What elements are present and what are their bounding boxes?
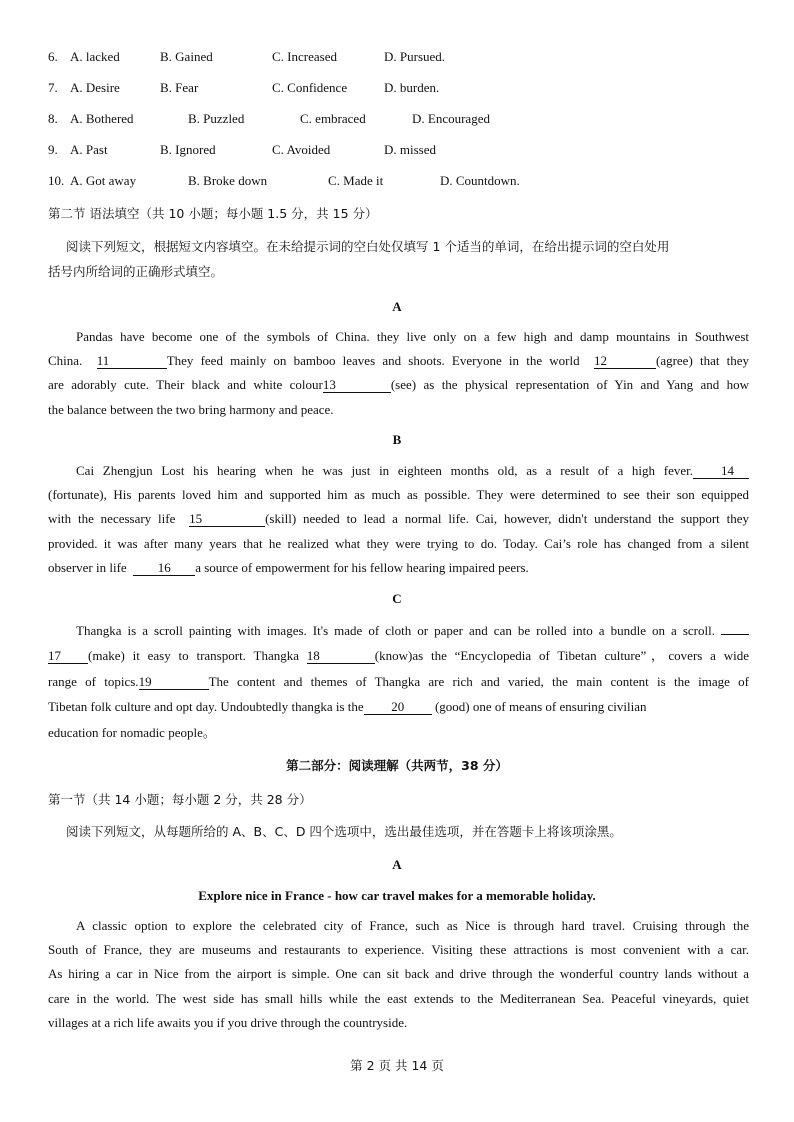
text: Thangka is a scroll painting with images. It's made of cloth or paper and can be rolled into a bundle on a scroll.	[76, 623, 715, 638]
option-a: A. Desire	[70, 80, 120, 95]
option-a: A. lacked	[70, 49, 120, 64]
passage-label: A	[392, 857, 402, 872]
text: a source of empowerment for his fellow hearing impaired peers.	[195, 559, 529, 575]
text: (skill) needed to lead a normal life. Cai, however, didn't understand the support they	[265, 511, 750, 527]
passage-line: the balance between the two bring harmony and peace.	[48, 401, 334, 417]
article-line: villages at a rich life awaits you if you drive through the countryside.	[48, 1014, 408, 1030]
article-title: Explore nice in France - how car travel makes for a memorable holiday.	[198, 888, 596, 903]
section-heading: 第二节 语法填空（共 10 小题；每小题 1.5 分，共 15 分）	[48, 206, 378, 221]
option-d: D. burden.	[384, 80, 440, 95]
question-number: 8.	[48, 111, 58, 126]
article-line: A classic option to explore the celebrated city of France, such as Nice is through hard travel. Cruising through the	[76, 918, 749, 933]
option-d: D. Pursued.	[384, 49, 446, 64]
text: (good) one of means of ensuring civilian	[434, 699, 647, 715]
question-number: 10.	[48, 173, 65, 188]
page-footer: 第 2 页 共 14 页	[350, 1058, 444, 1073]
article-body	[48, 914, 749, 1035]
option-c: C. Made it	[328, 173, 384, 188]
option-b: B. Puzzled	[188, 111, 245, 126]
section-instructions-cont: 括号内所给词的正确形式填空。	[48, 264, 224, 279]
article-line: As hiring a car in Nice from the airport is simple. One can sit back and drive through the wonderful country lands without a	[48, 966, 749, 982]
blank-17-start	[721, 634, 749, 635]
text: China.	[48, 353, 83, 369]
article-line: South of France, they are museums and restaurants to experience. Visiting these attractions is most convenient with a car.	[48, 942, 749, 958]
passage-line	[48, 643, 749, 668]
blank-18[interactable]: 18	[307, 649, 375, 664]
blank-15[interactable]: 15	[189, 512, 265, 527]
article-line: care in the world. The west side has small hills while the east extends to the Mediterranean Sea. Peaceful vineyards, quiet	[48, 990, 749, 1006]
passage-line: provided. it was after many years that he realized what they were trying to do. Today. Cai’s role has changed from a silent	[48, 535, 749, 551]
blank-20[interactable]: 20	[364, 700, 432, 715]
passage-line	[48, 349, 749, 373]
option-b: B. Ignored	[160, 142, 216, 157]
passage-a	[48, 325, 749, 422]
text: with the necessary life	[48, 511, 176, 527]
passage-c	[48, 618, 749, 745]
option-a: A. Got away	[70, 173, 137, 188]
option-c: C. Avoided	[272, 142, 331, 157]
passage-label: A	[392, 299, 402, 314]
option-d: D. missed	[384, 142, 436, 157]
option-b: B. Broke down	[188, 173, 268, 188]
section-instructions: 阅读下列短文，根据短文内容填空。在未给提示词的空白处仅填写 1 个适当的单词，在给出提示词的空白处用	[66, 239, 670, 254]
text: Tibetan folk culture and opt day. Undoubtedly thangka is the	[48, 699, 364, 715]
option-d: D. Countdown.	[440, 173, 520, 188]
text: (see) as the physical representation of Yin and Yang and how	[390, 377, 749, 393]
passage-b	[48, 459, 749, 580]
option-a: A. Past	[70, 142, 108, 157]
blank-12[interactable]: 12	[594, 354, 656, 369]
text: (know)as the “Encyclopedia of Tibetan culture”，covers a wide	[374, 648, 749, 664]
blank-13[interactable]: 13	[323, 378, 391, 393]
question-number: 6.	[48, 49, 58, 64]
blank-17[interactable]: 17	[48, 649, 88, 664]
passage-line	[48, 507, 749, 531]
text: Cai Zhengjun Lost his hearing when he was just in eighteen months old, as a result of a high fever.	[76, 463, 693, 478]
blank-14[interactable]: 14	[693, 464, 749, 479]
option-b: B. Gained	[160, 49, 213, 64]
passage-line: (fortunate), His parents loved him and supported him as much as possible. They were determined to see their son equipped	[48, 487, 749, 503]
option-c: C. embraced	[300, 111, 366, 126]
blank-19[interactable]: 19	[139, 675, 209, 690]
text: observer in life	[48, 559, 127, 575]
passage-line	[48, 459, 749, 483]
text: The content and themes of Thangka are rich and varied, the main content is the image of	[208, 673, 749, 689]
reading-instructions: 阅读下列短文，从每题所给的 A、B、C、D 四个选项中，选出最佳选项，并在答题卡上将该项涂黑。	[66, 824, 622, 839]
option-a: A. Bothered	[70, 111, 134, 126]
subsection-heading: 第一节（共 14 小题；每小题 2 分，共 28 分）	[48, 792, 312, 807]
passage-line: education for nomadic people。	[48, 724, 216, 740]
passage-line	[48, 373, 749, 397]
option-d: D. Encouraged	[412, 111, 490, 126]
text: are adorably cute. Their black and white colour	[48, 377, 323, 393]
part-heading: 第二部分：阅读理解（共两节，38 分）	[286, 758, 508, 773]
passage-line	[48, 694, 749, 719]
option-c: C. Increased	[272, 49, 337, 64]
passage-line	[48, 556, 749, 580]
question-number: 7.	[48, 80, 58, 95]
passage-line	[48, 669, 749, 694]
text: They feed mainly on bamboo leaves and shoots. Everyone in the world	[166, 353, 580, 369]
text: range of topics.	[48, 673, 139, 689]
passage-line: Pandas have become one of the symbols of China. they live only on a few high and damp mountains in Southwest	[76, 329, 749, 344]
blank-11[interactable]: 11	[97, 354, 167, 369]
question-number: 9.	[48, 142, 58, 157]
option-b: B. Fear	[160, 80, 199, 95]
text: (agree) that they	[655, 353, 750, 369]
blank-16[interactable]: 16	[133, 561, 195, 576]
passage-label: C	[392, 591, 402, 606]
passage-line	[48, 618, 749, 643]
text: (make) it easy to transport. Thangka	[88, 648, 299, 664]
option-c: C. Confidence	[272, 80, 348, 95]
passage-label: B	[392, 432, 402, 447]
